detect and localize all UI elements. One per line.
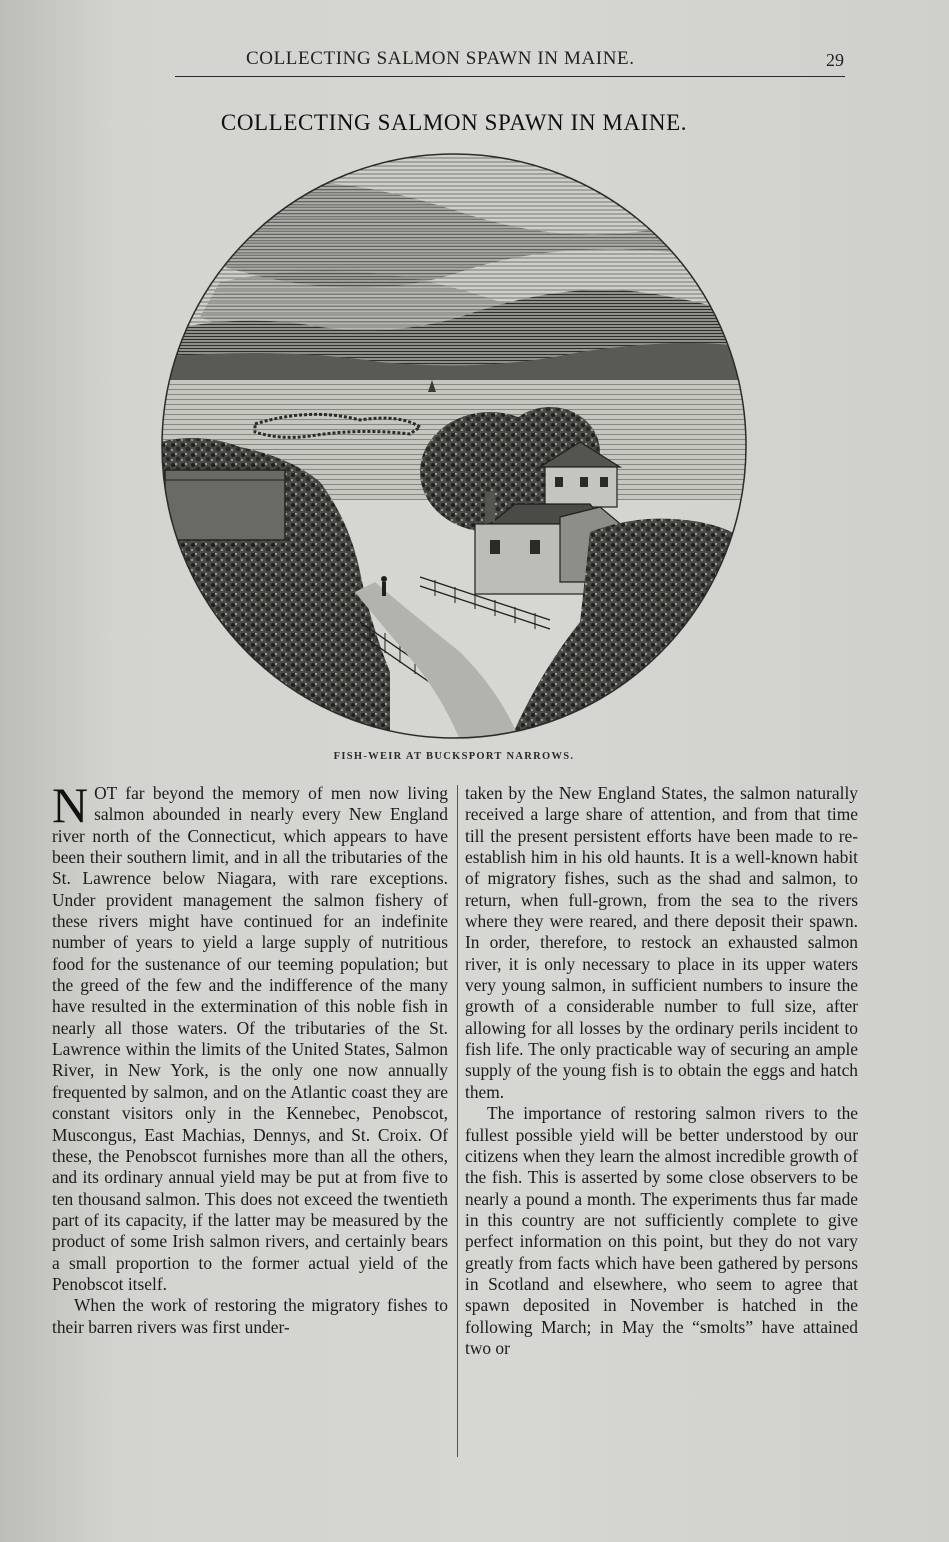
drop-cap: N [52,777,89,833]
right-column [465,783,858,1359]
column-divider [457,785,458,1457]
opening-paragraph-text: OT far beyond the memory of men now living salmon abounded in nearly every New England river north of the Connecticut, which appears to have been their southern limit, and in all the tributaries of the St. Lawrence below Niagara, with rare exceptions. Under provident management the salmon fishery of these rivers might have continued for an indefinite number of years to yield a large supply of nutritious food for the sustenance of our teeming population; but the greed of the few and the indifference of the many have resulted in the extermination of this noble fish in nearly all those waters. Of the tributaries of the St. Lawrence within the limits of the United States, Salmon River, in New York, is the only one now annually frequented by salmon, and on the Atlantic coast they are constant visitors only in the Kennebec, Penobscot, Muscongus, East Machias, Dennys, and St. Croix. Of these, the Penobscot furnishes more than all the others, and its ordinary annual yield may be put at from five to ten thousand salmon. This does not exceed the twentieth part of its capacity, if the latter may be measured by the product of some Irish salmon rivers, and certainly bears a small proportion to the former actual yield of the Penobscot itself. [52,783,448,1294]
paragraph-opening [52,777,448,1295]
page-number: 29 [826,50,844,70]
left-column [52,777,448,1338]
article-title: COLLECTING SALMON SPAWN IN MAINE. [220,110,688,135]
header-rule [175,76,845,77]
paragraph-continuation: taken by the New England States, the salmon naturally received a large share of attention, and from that time till the present persistent efforts have been made to re-establish him in his old haunts. It is a well-known habit of migratory fishes, such as the shad and salmon, to return, when full-grown, from the sea to the rivers where they were reared, and there deposit their spawn. In order, therefore, to restock an exhausted salmon river, it is only necessary to place in its upper waters very young salmon, in sufficient numbers to insure the growth of a considerable number to full size, after allowing for all losses by the ordinary perils incident to fish life. The only practicable way of securing an ample supply of the young fish is to obtain the eggs and hatch them. [465,783,858,1102]
paragraph-restoring-work: When the work of restoring the migratory fishes to their barren rivers was first under- [52,1295,448,1337]
illustration-caption: FISH-WEIR AT BUCKSPORT NARROWS. [333,751,575,762]
running-head-title: COLLECTING SALMON SPAWN IN MAINE. [246,48,635,69]
fish-weir-engraving [160,152,748,740]
paragraph-importance: The importance of restoring salmon rivers to the fullest possible yield will be better understood by our citizens when they learn the almost incredible growth of the fish. This is asserted by some close observers to be nearly a pound a month. The experiments thus far made in this country are not sufficiently complete to give perfect information on this point, but they do not vary greatly from facts which have been gathered by persons in Scotland and elsewhere, who seem to agree that spawn deposited in November is hatched in the following March; in May the “smolts” have attained two or [465,1103,858,1358]
running-head [70,46,870,76]
